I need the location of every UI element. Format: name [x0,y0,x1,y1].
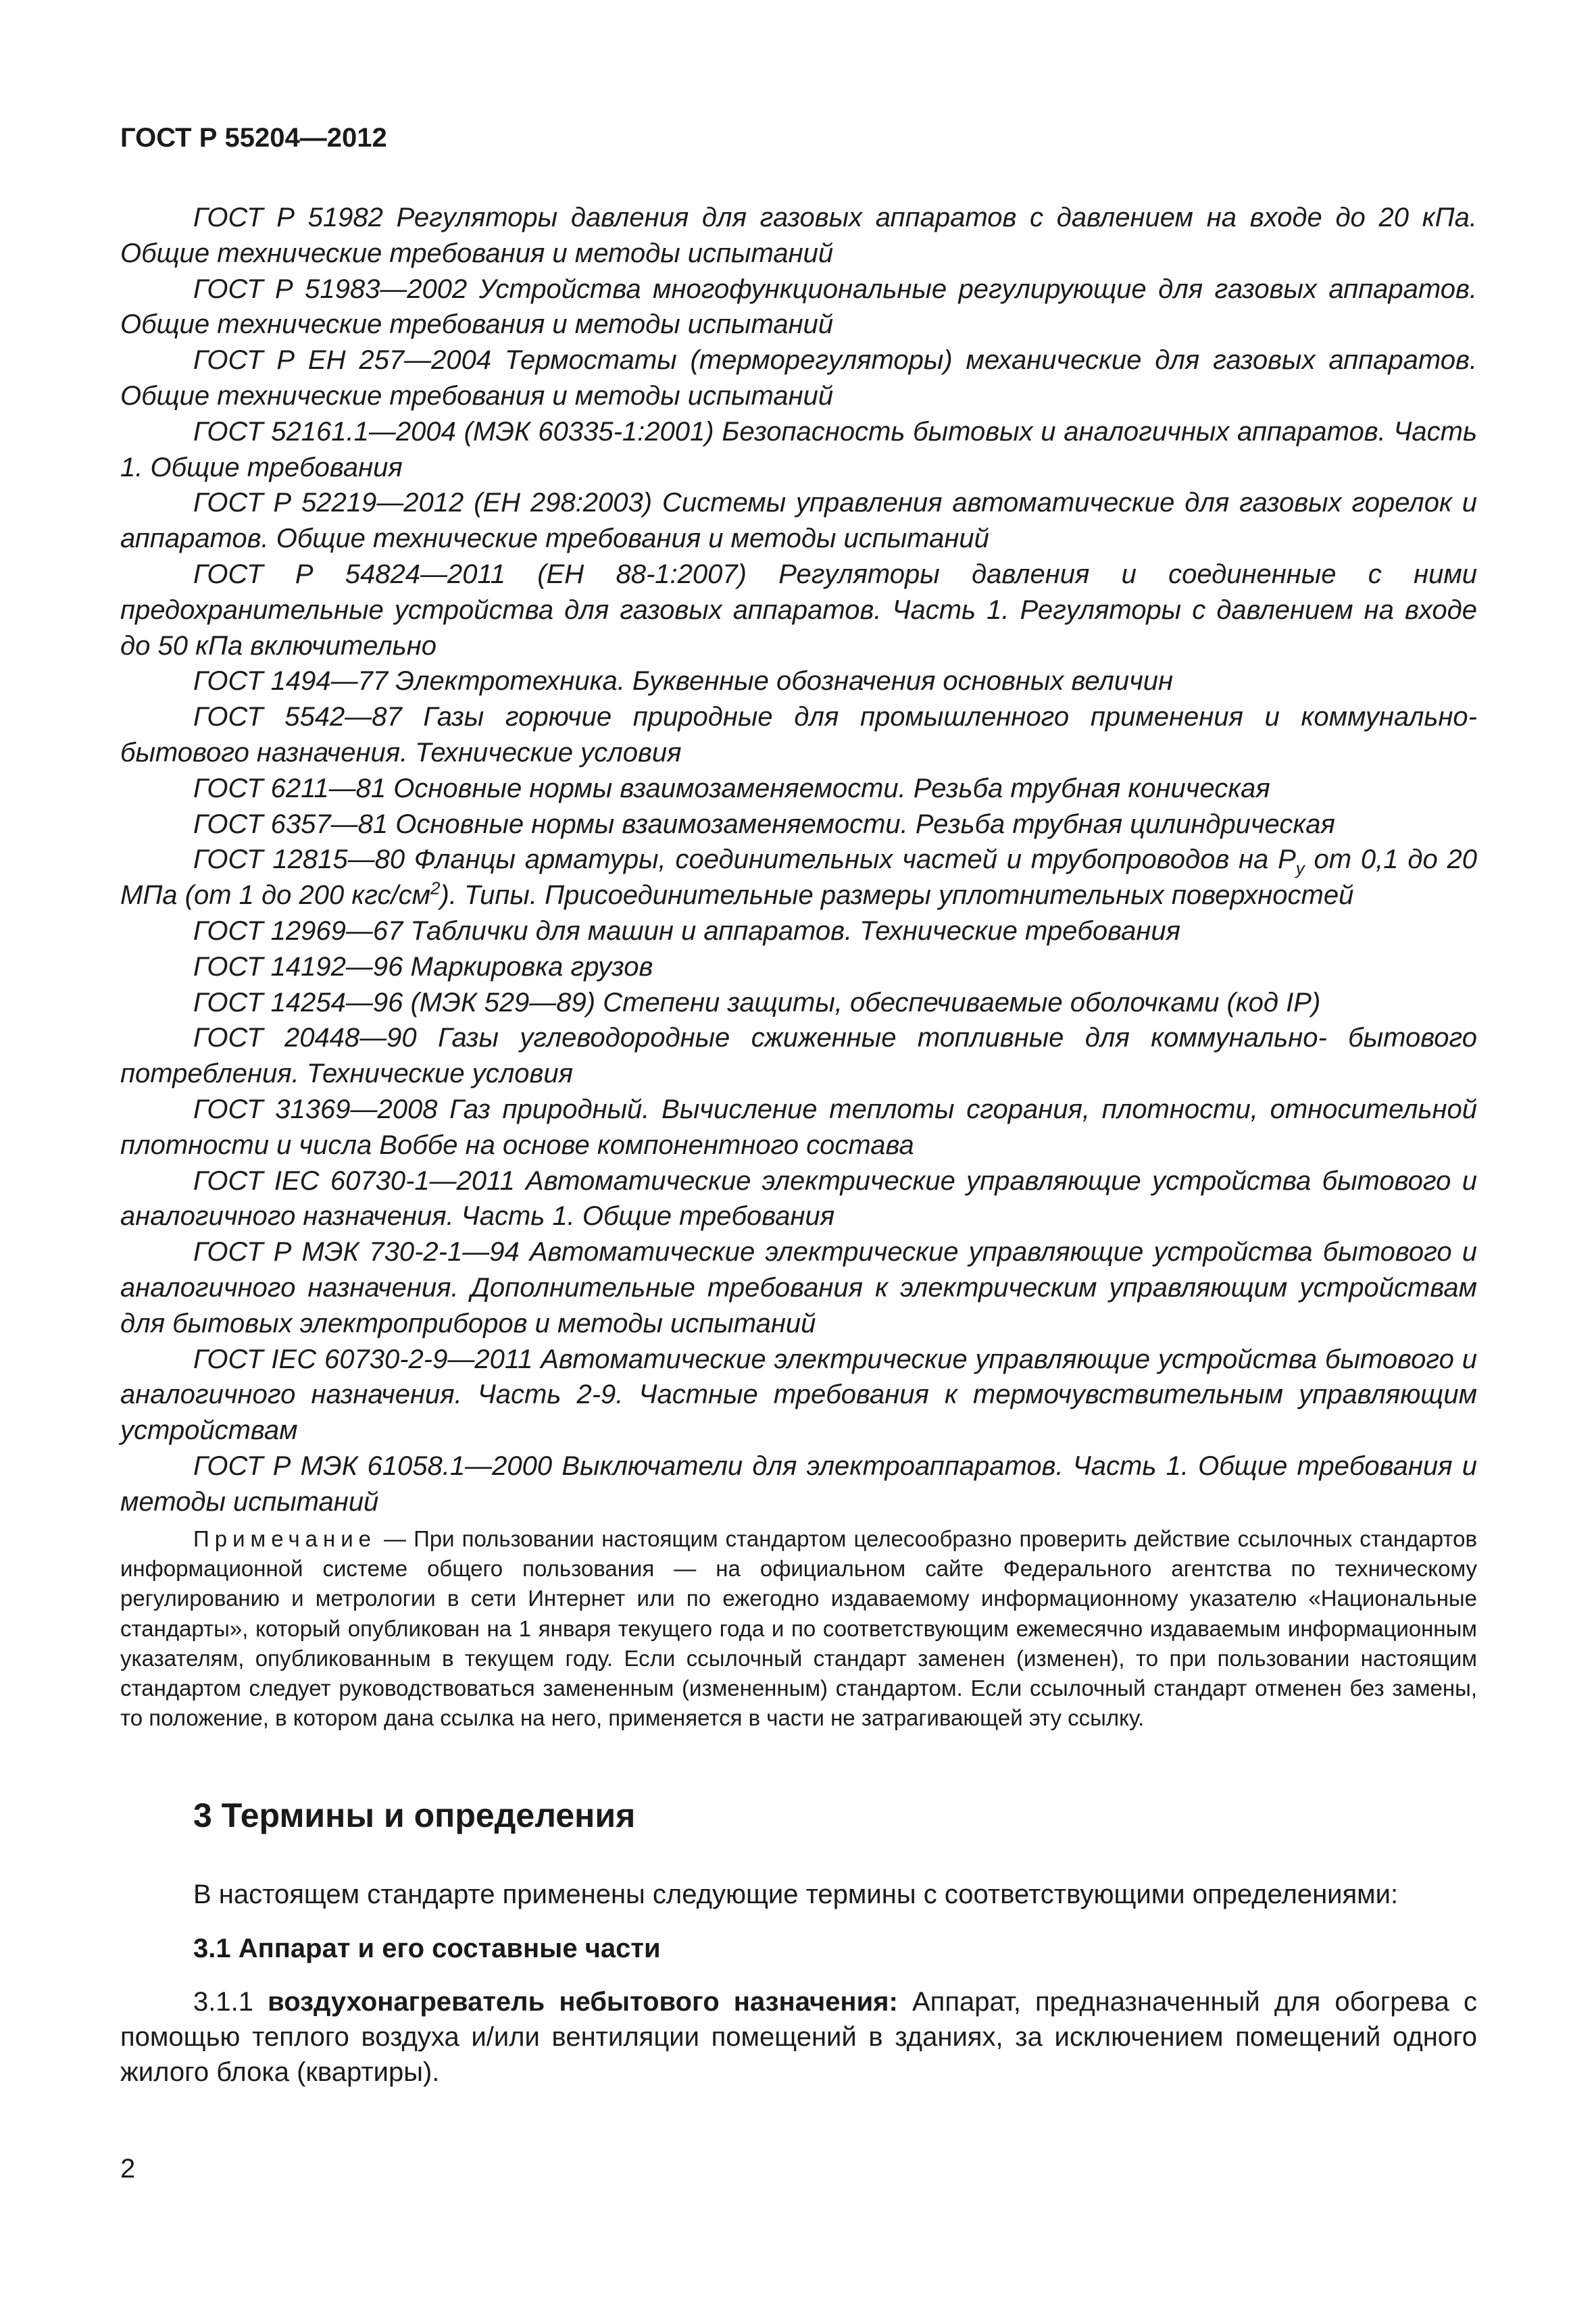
reference-item: ГОСТ Р МЭК 730-2-1—94 Автоматические электрические управляющие устройства бытового и аналогичного назначения. Дополнительные требования к электрическим управляющим устройствам для бытовых электроприборов и методы испытаний [120,1237,1477,1338]
reference-text: от 0,1 до 20 МПа (от 1 до 200 кгс/см [120,845,1477,911]
reference-text: ГОСТ 12815—80 Фланцы арматуры, соединительных частей и трубопроводов на P [193,845,1296,875]
reference-item: ГОСТ 20448—90 Газы углеводородные сжиженные топливные для коммунально- бытового потребления. Технические условия [120,1023,1477,1089]
note-text: — При пользовании настоящим стандартом целесообразно проверить действие ссылочных стандартов информационной системе общего пользования — на официальном сайте Федерального агентства по техническому регулированию и метрологии в сети Интернет или по ежегодно издаваемому информационному указателю «Национальные стандарты», который опубликован на 1 января текущего года и по соответствующим ежемесячно издаваемым информационным указателям, опубликованным в текущем году. Если ссылочный стандарт заменен (изменен), то при пользовании настоящим стандартом следует руководствоваться замененным (измененным) стандартом. Если ссылочный стандарт отменен без замены, то положение, в котором дана ссылка на него, применяется в части не затрагивающей эту ссылку. [120,1526,1477,1731]
term-text: Аппарат, предназначенный для обогрева с помощью теплого воздуха и/или вентиляции помещений в зданиях, за исключением помещений одного жилого блока (квартиры). [120,1987,1478,2087]
note-paragraph [120,1524,1477,1733]
reference-superscript: 2 [430,878,441,899]
reference-item [120,842,1477,913]
reference-item: ГОСТ Р ЕН 257—2004 Термостаты (терморегуляторы) механические для газовых аппаратов. Общие технические требования и методы испытаний [120,345,1477,411]
term-number: 3.1.1 [193,1987,268,2017]
normative-references-list [120,200,1477,1519]
reference-item: ГОСТ Р 51982 Регуляторы давления для газовых аппаратов с давлением на входе до 20 кПа. Общие технические требования и методы испытаний [120,203,1477,268]
page-number: 2 [120,2154,136,2184]
reference-item: ГОСТ Р 52219—2012 (ЕН 298:2003) Системы управления автоматические для газовых горелок и аппаратов. Общие технические требования и методы испытаний [120,488,1477,554]
reference-item: ГОСТ 1494—77 Электротехника. Буквенные обозначения основных величин [193,666,1174,697]
reference-item: ГОСТ Р МЭК 61058.1—2000 Выключатели для электроаппаратов. Часть 1. Общие требования и методы испытаний [120,1451,1477,1517]
section-title: 3 Термины и определения [193,1796,636,1834]
term-name: воздухонагреватель небытового назначения: [268,1987,898,2017]
term-definition [120,1984,1477,2090]
reference-item: ГОСТ 14192—96 Маркировка грузов [193,951,653,982]
reference-item: ГОСТ 14254—96 (МЭК 529—89) Степени защиты, обеспечиваемые оболочками (код IP) [193,987,1321,1017]
reference-item: ГОСТ 5542—87 Газы горючие природные для промышленного применения и коммунально-бытового назначения. Технические условия [120,702,1477,768]
reference-item: ГОСТ IEC 60730-1—2011 Автоматические электрические управляющие устройства бытового и аналогичного назначения. Часть 1. Общие требования [120,1165,1477,1232]
reference-text: ). Типы. Присоединительные размеры уплотнительных поверхностей [440,880,1354,911]
reference-subscript: y [1295,858,1305,879]
document-code-header: ГОСТ Р 55204—2012 [120,123,387,153]
reference-item: ГОСТ 12969—67 Таблички для машин и аппаратов. Технические требования [193,915,1181,946]
section-intro: В настоящем стандарте применены следующие термины с соответствующими определениями: [193,1880,1399,1909]
reference-item: ГОСТ IEC 60730-2-9—2011 Автоматические электрические управляющие устройства бытового и аналогичного назначения. Часть 2-9. Частные требования к термочувствительным управляющим устройствам [120,1344,1477,1446]
reference-item: ГОСТ Р 54824—2011 (ЕН 88-1:2007) Регуляторы давления и соединенные с ними предохранительные устройства для газовых аппаратов. Часть 1. Регуляторы с давлением на входе до 50 кПа включительно [120,559,1477,661]
reference-item: ГОСТ 31369—2008 Газ природный. Вычисление теплоты сгорания, плотности, относительной плотности и числа Воббе на основе компонентного состава [120,1094,1477,1160]
reference-item: ГОСТ Р 51983—2002 Устройства многофункциональные регулирующие для газовых аппаратов. Общие технические требования и методы испытаний [120,274,1477,340]
reference-item: ГОСТ 6357—81 Основные нормы взаимозаменяемости. Резьба трубная цилиндрическая [193,809,1335,839]
subsection-title: 3.1 Аппарат и его составные части [193,1934,661,1963]
note-label: Примечание [193,1526,377,1551]
reference-item: ГОСТ 6211—81 Основные нормы взаимозаменяемости. Резьба трубная коническая [193,773,1270,803]
reference-item: ГОСТ 52161.1—2004 (МЭК 60335-1:2001) Безопасность бытовых и аналогичных аппаратов. Часть 1. Общие требования [120,416,1477,482]
